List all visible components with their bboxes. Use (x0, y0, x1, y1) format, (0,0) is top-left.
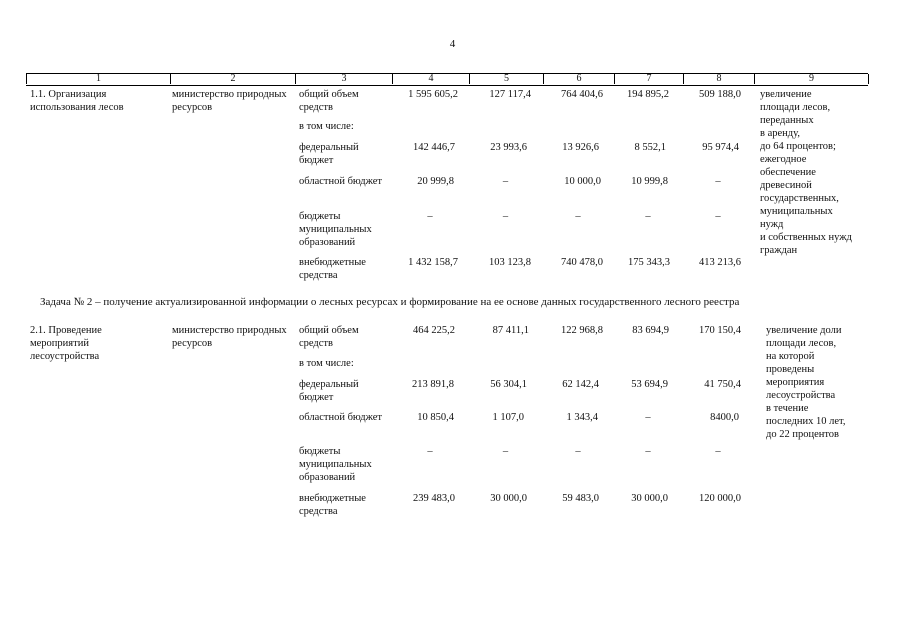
cell-value: 142 446,7 (413, 142, 455, 153)
cell-value: 62 142,4 (562, 379, 599, 390)
cell-value: 30 000,0 (631, 493, 668, 504)
row-label: бюджеты муниципальных образований (299, 446, 372, 483)
cell-value: – (715, 176, 721, 187)
cell-value: 83 694,9 (632, 325, 669, 336)
header-bottom-rule (26, 85, 868, 86)
result-line: нужд (760, 219, 784, 230)
row-label: в том числе: (299, 358, 354, 369)
cell-value: – (427, 211, 433, 222)
cell-value: – (502, 446, 509, 457)
result-line: последних 10 лет, (766, 416, 846, 427)
row-label: федеральный бюджет (299, 379, 359, 403)
expected-result (760, 88, 872, 257)
header-col-9: 9 (754, 74, 869, 84)
cell-value: 59 483,0 (562, 493, 599, 504)
cell-value: 213 891,8 (412, 379, 454, 390)
result-line: до 64 процентов; (760, 141, 836, 152)
result-line: древесиной (760, 180, 812, 191)
header-col-1: 1 (26, 74, 170, 84)
result-line: муниципальных (760, 206, 833, 217)
result-line: площади лесов, (760, 102, 831, 113)
result-line: лесоустройства (766, 390, 836, 401)
result-line: в аренду, (760, 128, 800, 139)
result-line: мероприятия (766, 377, 825, 388)
activity-name: 1.1. Организация использования лесов (30, 89, 124, 113)
cell-value: 1 343,4 (566, 412, 598, 423)
header-col-7: 7 (614, 74, 683, 84)
result-line: до 22 процентов (766, 429, 840, 440)
row-label: общий объем средств (299, 89, 359, 113)
cell-value: 413 213,6 (699, 257, 741, 268)
page-number: 4 (449, 38, 456, 50)
row-label: общий объем средств (299, 325, 359, 349)
cell-value: 13 926,6 (562, 142, 599, 153)
cell-value: 103 123,8 (489, 257, 531, 268)
cell-value: 127 117,4 (489, 89, 531, 100)
cell-value: 53 694,9 (631, 379, 668, 390)
result-line: на которой (766, 351, 815, 362)
cell-value: 175 343,3 (628, 257, 670, 268)
cell-value: 10 850,4 (417, 412, 454, 423)
cell-value: 8400,0 (710, 412, 739, 423)
row-label: областной бюджет (299, 176, 382, 187)
cell-value: 95 974,4 (702, 142, 739, 153)
cell-value: 239 483,0 (413, 493, 455, 504)
cell-value: – (645, 446, 651, 457)
cell-value: 509 188,0 (699, 89, 741, 100)
activity-name: 2.1. Проведение мероприятий лесоустройства (30, 325, 102, 362)
cell-value: 120 000,0 (699, 493, 741, 504)
cell-value: 8 552,1 (634, 142, 666, 153)
cell-value: 740 478,0 (561, 257, 603, 268)
cell-value: 30 000,0 (490, 493, 527, 504)
cell-value: – (715, 211, 721, 222)
cell-value: 23 993,6 (490, 142, 527, 153)
cell-value: 56 304,1 (490, 379, 527, 390)
cell-value: 122 968,8 (561, 325, 603, 336)
cell-value: 194 895,2 (627, 89, 669, 100)
cell-value: 1 107,0 (492, 412, 524, 423)
result-line: площади лесов, (766, 338, 837, 349)
result-line: переданных (760, 115, 814, 126)
cell-value: 10 999,8 (631, 176, 668, 187)
cell-value: – (502, 211, 509, 222)
cell-value: 87 411,1 (492, 325, 529, 336)
result-line: граждан (760, 245, 798, 256)
cell-value: – (575, 446, 581, 457)
cell-value: – (502, 176, 509, 187)
cell-value: 764 404,6 (561, 89, 603, 100)
header-col-4: 4 (392, 74, 469, 84)
header-col-3: 3 (295, 74, 392, 84)
cell-value: 10 000,0 (564, 176, 601, 187)
task-heading: Задача № 2 – получение актуализированной информации о лесных ресурсах и формирование на ее основе данных государственного лесного реестра (40, 296, 740, 308)
header-col-5: 5 (469, 74, 543, 84)
header-col-2: 2 (170, 74, 295, 84)
executor: министерство природных ресурсов (172, 89, 287, 113)
cell-value: – (575, 211, 581, 222)
row-label: бюджеты муниципальных образований (299, 211, 372, 248)
cell-value: 20 999,8 (417, 176, 454, 187)
cell-value: 1 595 605,2 (408, 89, 458, 100)
row-label: областной бюджет (299, 412, 382, 423)
cell-value: – (427, 446, 433, 457)
cell-value: 1 432 158,7 (408, 257, 458, 268)
row-label: внебюджетные средства (299, 493, 366, 517)
result-line: обеспечение (760, 167, 816, 178)
cell-value: 464 225,2 (413, 325, 455, 336)
cell-value: – (645, 211, 651, 222)
cell-value: – (715, 446, 721, 457)
cell-value: 170 150,4 (699, 325, 741, 336)
result-line: проведены (766, 364, 815, 375)
cell-value: 41 750,4 (704, 379, 741, 390)
executor: министерство природных ресурсов (172, 325, 287, 349)
result-line: государственных, (760, 193, 839, 204)
cell-value: – (645, 412, 651, 423)
result-line: и собственных нужд (760, 232, 852, 243)
result-line: в течение (766, 403, 809, 414)
row-label: федеральный бюджет (299, 142, 359, 166)
expected-result (766, 324, 876, 441)
header-col-8: 8 (683, 74, 754, 84)
header-col-6: 6 (543, 74, 614, 84)
row-label: внебюджетные средства (299, 257, 366, 281)
result-line: ежегодное (760, 154, 807, 165)
result-line: увеличение доли (766, 325, 842, 336)
result-line: увеличение (760, 89, 812, 100)
row-label: в том числе: (299, 121, 354, 132)
